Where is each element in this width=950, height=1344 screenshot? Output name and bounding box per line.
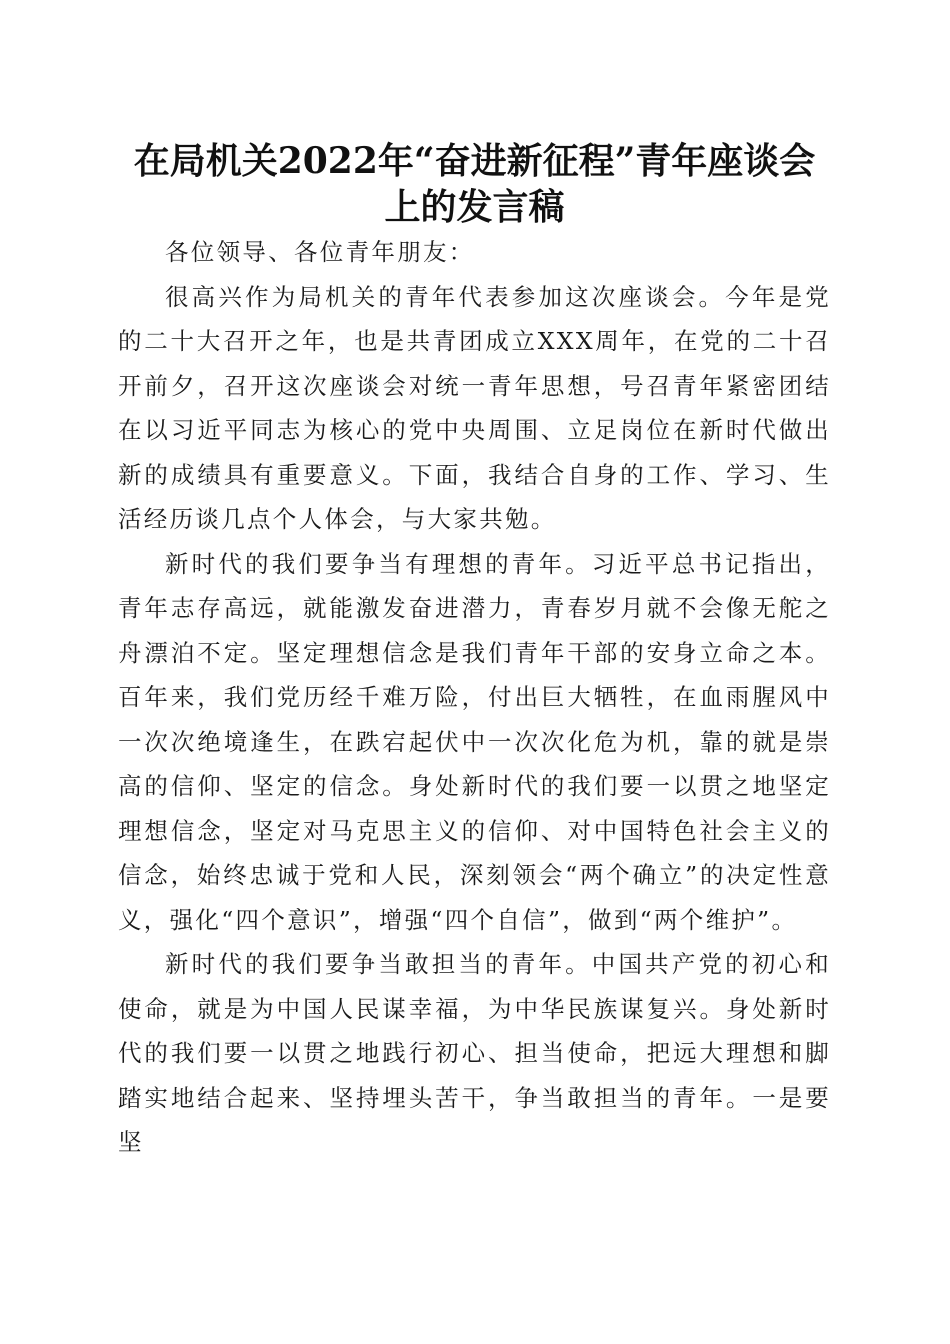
paragraph-intro: 很高兴作为局机关的青年代表参加这次座谈会。今年是党的二十大召开之年，也是共青团成立XXX周年，在党的二十召开前夕，召开这次座谈会对统一青年思想，号召青年紧密团结在以习近平同志为核心的党中央周围、立足岗位在新时代做出新的成绩具有重要意义。下面，我结合自身的工作、学习、生活经历谈几点个人体会，与大家共勉。 xyxy=(118,282,831,533)
salutation: 各位领导、各位青年朋友： xyxy=(165,238,475,266)
paragraph-ideals: 新时代的我们要争当有理想的青年。习近平总书记指出，青年志存高远，就能激发奋进潜力，青春岁月就不会像无舵之舟漂泊不定。坚定理想信念是我们青年干部的安身立命之本。百年来，我们党历经千难万险，付出巨大牺牲，在血雨腥风中一次次绝境逢生，在跌宕起伏中一次次化危为机，靠的就是崇高的信仰、坚定的信念。身处新时代的我们要一以贯之地坚定理想信念，坚定对马克思主义的信仰、对中国特色社会主义的信念，始终忠诚于党和人民，深刻领会“两个确立”的决定性意义，强化“四个意识”，增强“四个自信”，做到“两个维护”。 xyxy=(118,549,831,934)
document-body xyxy=(118,230,831,1165)
page-title: 在局机关2022年“奋进新征程”青年座谈会上的发言稿 xyxy=(133,140,816,228)
paragraph-responsibility: 新时代的我们要争当敢担当的青年。中国共产党的初心和使命，就是为中国人民谋幸福，为中华民族谋复兴。身处新时代的我们要一以贯之地践行初心、担当使命，把远大理想和脚踏实地结合起来、坚持埋头苦干，争当敢担当的青年。一是要坚 xyxy=(118,950,831,1156)
